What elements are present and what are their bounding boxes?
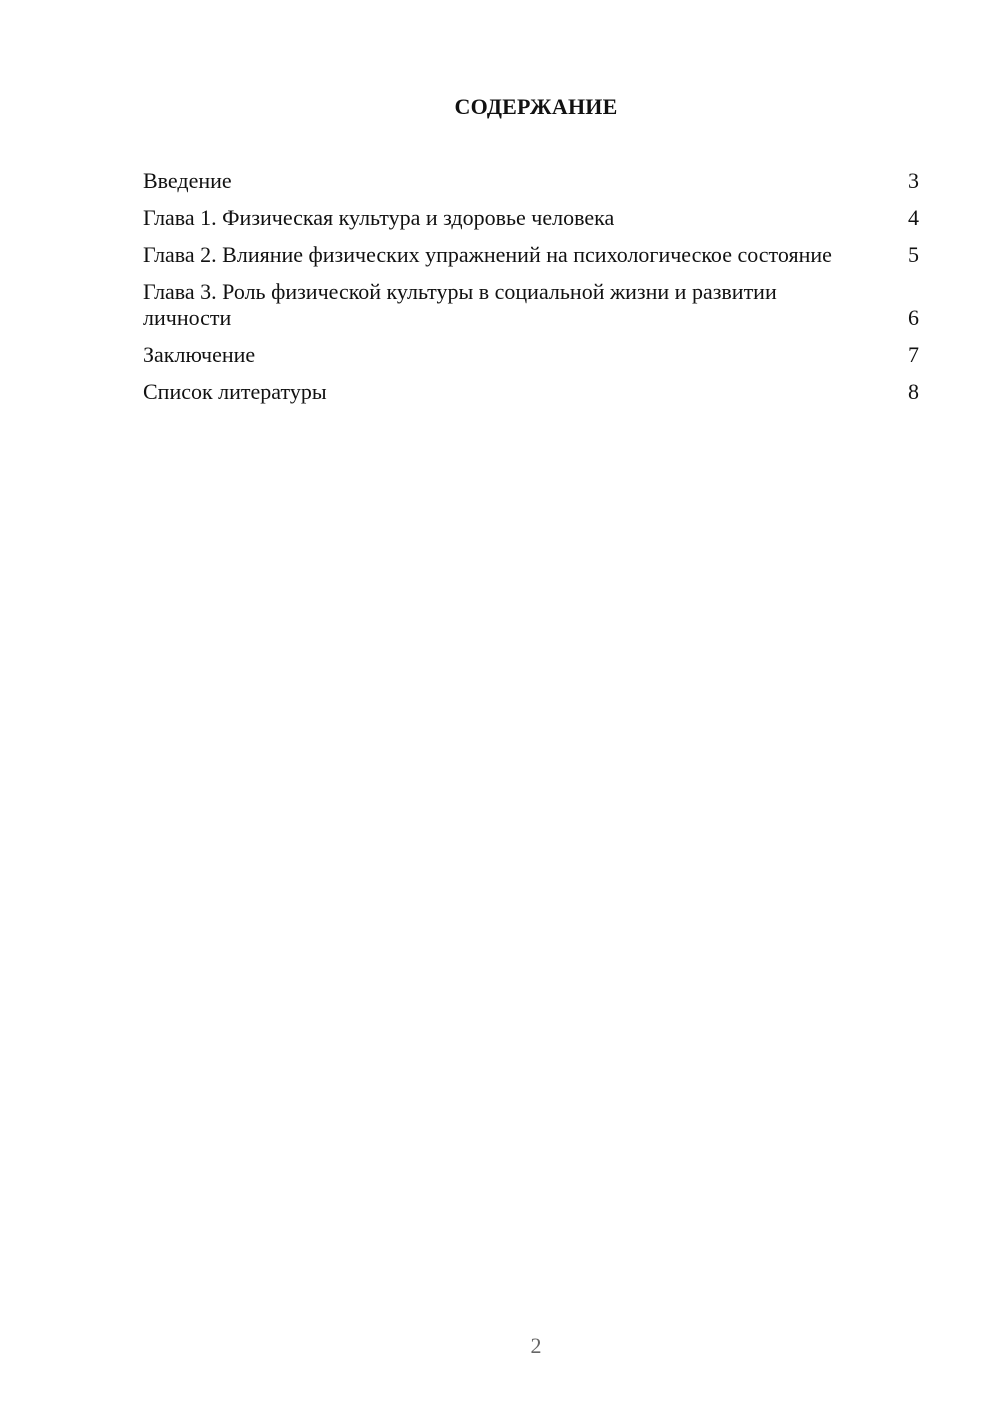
toc-entry-chapter-3 — [143, 279, 919, 331]
table-of-contents — [143, 168, 919, 416]
toc-entry-chapter-2 — [143, 242, 919, 268]
toc-entry-references — [143, 379, 919, 405]
toc-entry-text: Глава 2. Влияние физических упражнений на психологическое состояние — [143, 242, 832, 267]
toc-entry-text: Глава 1. Физическая культура и здоровье человека — [143, 205, 615, 230]
toc-entry-conclusion — [143, 342, 919, 368]
toc-entry-text: Заключение — [143, 342, 256, 367]
toc-entry-text: Глава 3. Роль физической культуры в социальной жизни и развитии личности — [143, 279, 777, 330]
toc-entry-page: 4 — [908, 205, 919, 230]
toc-entry-text: Список литературы — [143, 379, 327, 404]
toc-entry-page: 8 — [908, 379, 919, 404]
toc-entry-text: Введение — [143, 168, 232, 193]
toc-entry-introduction — [143, 168, 919, 194]
toc-entry-page: 3 — [908, 168, 919, 193]
toc-entry-page: 5 — [908, 242, 919, 267]
toc-entry-page: 6 — [908, 305, 919, 330]
toc-entry-page: 7 — [908, 342, 919, 367]
page-number: 2 — [530, 1333, 542, 1358]
toc-title: СОДЕРЖАНИЕ — [454, 94, 618, 119]
toc-entry-chapter-1 — [143, 205, 919, 231]
